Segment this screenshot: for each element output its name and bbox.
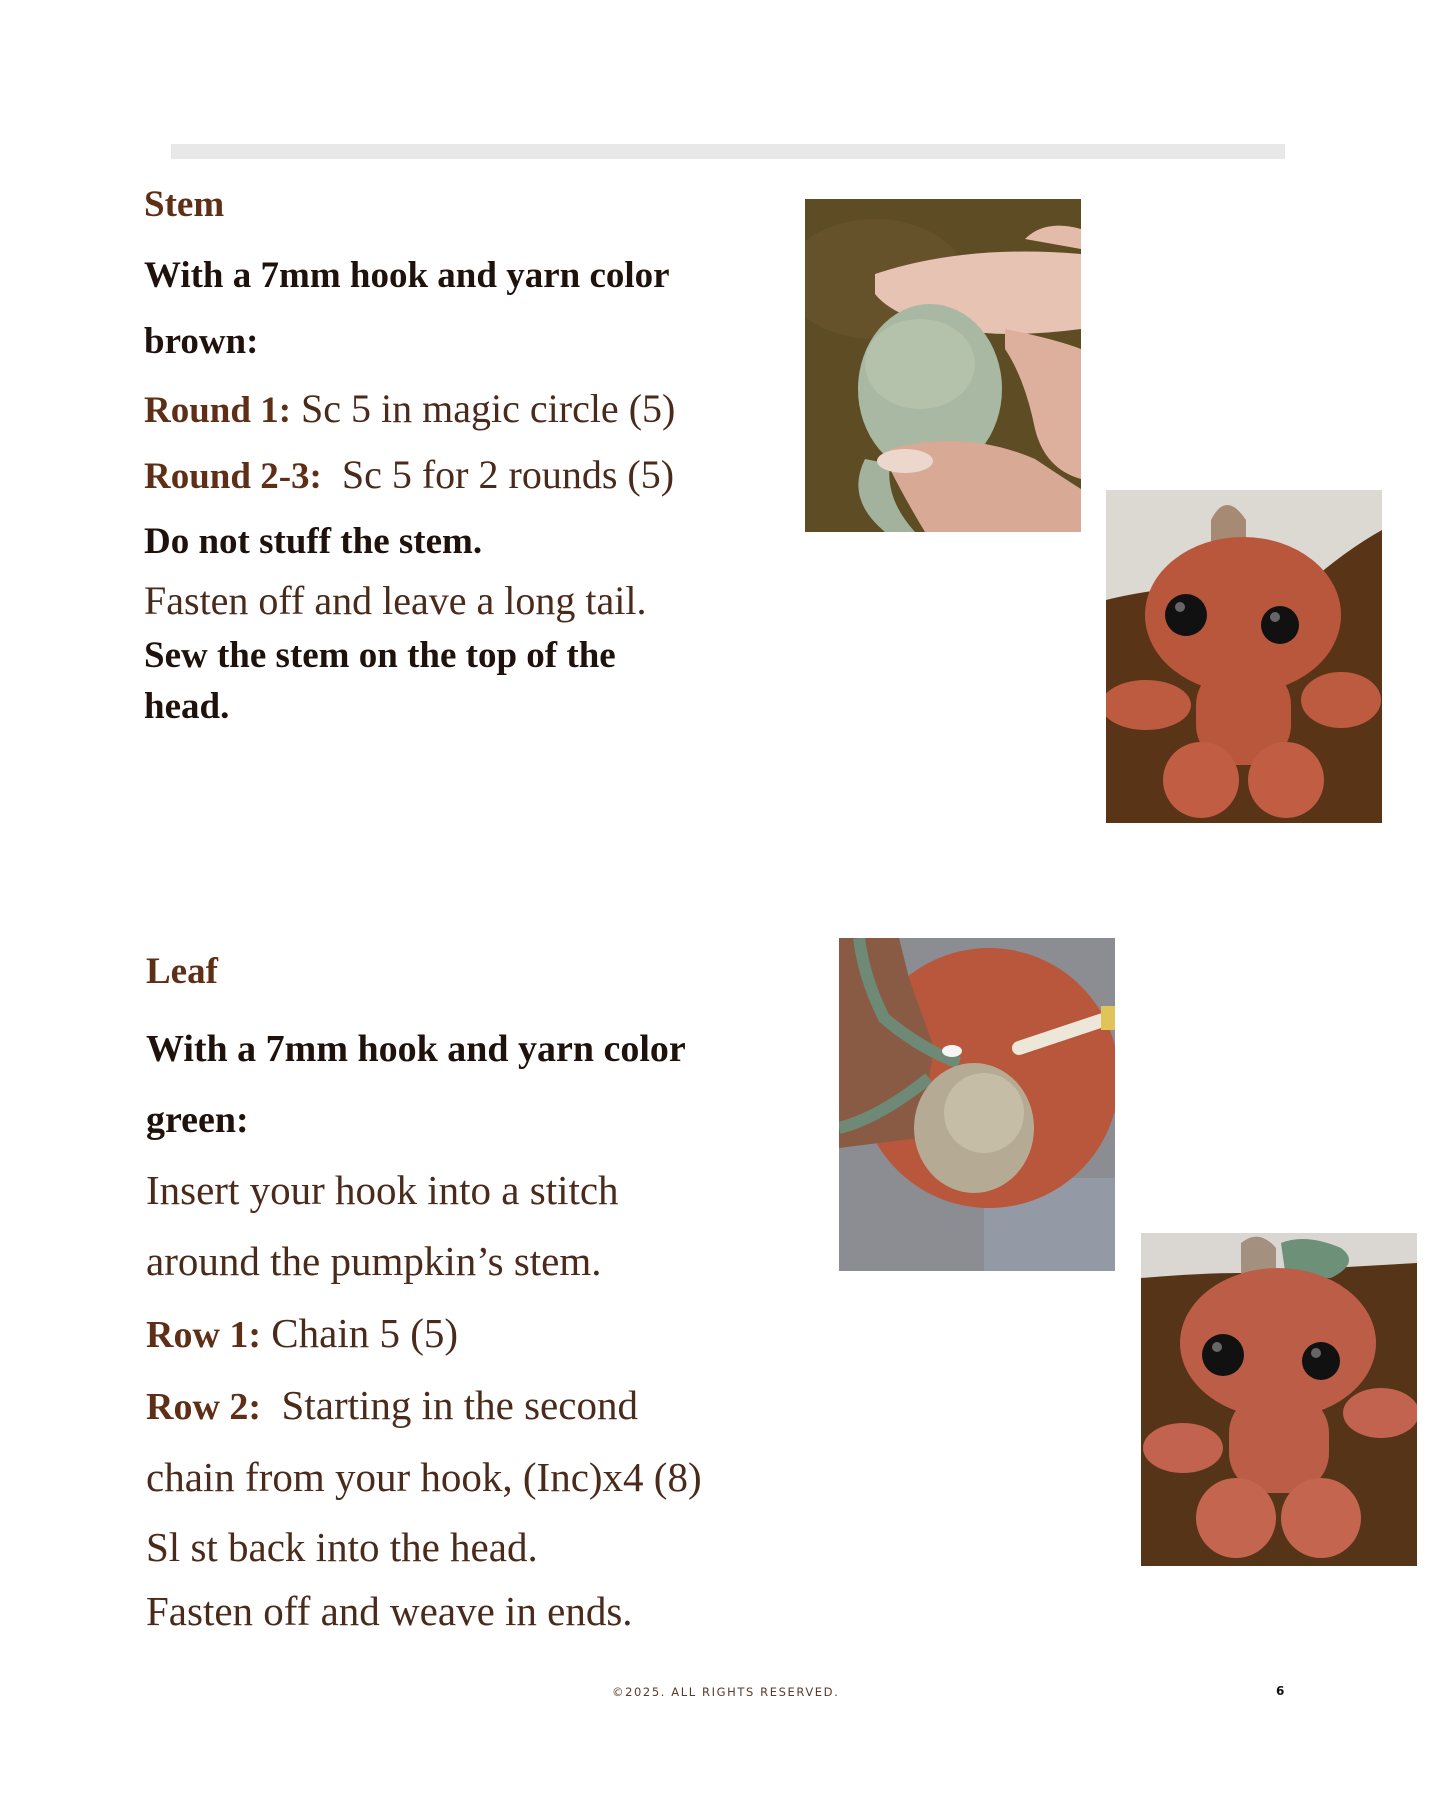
stem-note: Do not stuff the stem. bbox=[144, 521, 483, 562]
stem-round-2-3 bbox=[144, 452, 675, 497]
stem-fasten: Fasten off and leave a long tail. bbox=[144, 578, 647, 623]
leaf-row-1 bbox=[146, 1310, 459, 1356]
leaf-insert-line-2: around the pumpkin’s stem. bbox=[146, 1238, 602, 1284]
stem-sew-line-1: Sew the stem on the top of the bbox=[144, 635, 616, 676]
stem-round-1 bbox=[144, 386, 676, 431]
pumpkin-doll-with-leaf-photo bbox=[1141, 1233, 1417, 1566]
leaf-row-2-continued: chain from your hook, (Inc)x4 (8) bbox=[146, 1454, 702, 1500]
copyright-footer: ©2025. ALL RIGHTS RESERVED. bbox=[612, 1685, 840, 1699]
leaf-slst: Sl st back into the head. bbox=[146, 1524, 538, 1570]
stem-sew-line-2: head. bbox=[144, 686, 230, 727]
leaf-intro-line-1: With a 7mm hook and yarn color bbox=[146, 1028, 686, 1070]
row-text: Starting in the second bbox=[261, 1382, 638, 1428]
leaf-insert-line-1: Insert your hook into a stitch bbox=[146, 1167, 619, 1213]
row-label: Row 1: bbox=[146, 1314, 262, 1356]
pumpkin-doll-with-stem-photo bbox=[1106, 490, 1382, 823]
row-label: Row 2: bbox=[146, 1386, 262, 1428]
round-label: Round 2-3: bbox=[144, 456, 322, 497]
leaf-fasten: Fasten off and weave in ends. bbox=[146, 1588, 633, 1634]
top-divider bbox=[171, 144, 1285, 159]
leaf-row-2 bbox=[146, 1382, 638, 1428]
round-text: Sc 5 for 2 rounds (5) bbox=[321, 452, 675, 497]
page-number: 6 bbox=[1276, 1684, 1285, 1698]
stem-intro-line-1: With a 7mm hook and yarn color bbox=[144, 255, 670, 296]
green-stem-in-hand-photo bbox=[805, 199, 1081, 532]
stem-heading: Stem bbox=[144, 184, 225, 225]
leaf-intro-line-2: green: bbox=[146, 1099, 249, 1141]
leaf-heading: Leaf bbox=[146, 951, 218, 992]
round-label: Round 1: bbox=[144, 390, 292, 431]
stem-intro-line-2: brown: bbox=[144, 321, 259, 362]
row-text: Chain 5 (5) bbox=[261, 1310, 459, 1356]
attaching-leaf-photo bbox=[839, 938, 1115, 1271]
round-text: Sc 5 in magic circle (5) bbox=[291, 386, 676, 431]
